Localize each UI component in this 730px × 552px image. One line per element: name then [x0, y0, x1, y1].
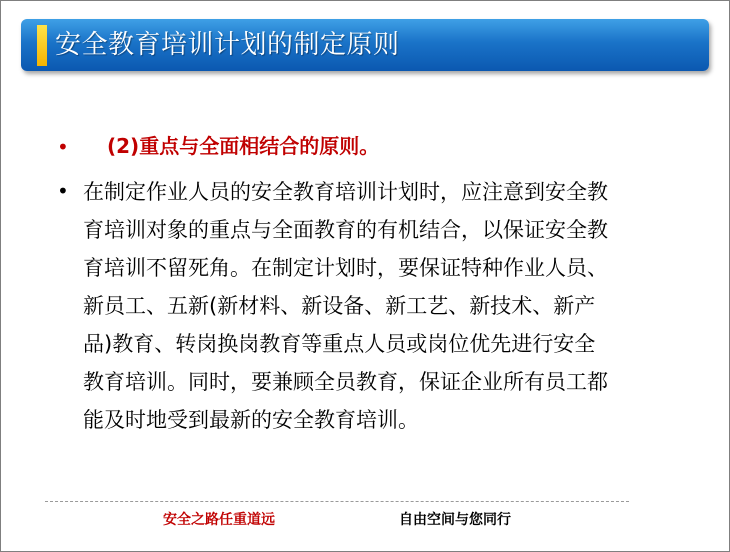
- footer-divider: [45, 501, 629, 502]
- body-line: 育培训对象的重点与全面教育的有机结合，以保证安全教: [83, 218, 608, 242]
- body-paragraph: [83, 173, 683, 439]
- sub-heading: (2)重点与全面相结合的原则。: [107, 134, 380, 158]
- body-line: 能及时地受到最新的安全教育培训。: [83, 408, 419, 432]
- slide-title: 安全教育培训计划的制定原则: [55, 30, 400, 60]
- body-line: 在制定作业人员的安全教育培训计划时，应注意到安全教: [83, 180, 608, 204]
- bullet-icon: •: [57, 179, 69, 203]
- bullet-icon: •: [57, 135, 69, 159]
- body-line: 品)教育、转岗换岗教育等重点人员或岗位优先进行安全: [83, 332, 596, 356]
- footer-slogan-right: 自由空间与您同行: [399, 512, 511, 528]
- body-line: 教育培训。同时，要兼顾全员教育，保证企业所有员工都: [83, 370, 608, 394]
- title-accent-bar: [37, 25, 47, 66]
- body-line: 新员工、五新(新材料、新设备、新工艺、新技术、新产: [83, 294, 596, 318]
- body-line: 育培训不留死角。在制定计划时，要保证特种作业人员、: [83, 256, 608, 280]
- footer-slogan-left: 安全之路任重道远: [163, 512, 275, 528]
